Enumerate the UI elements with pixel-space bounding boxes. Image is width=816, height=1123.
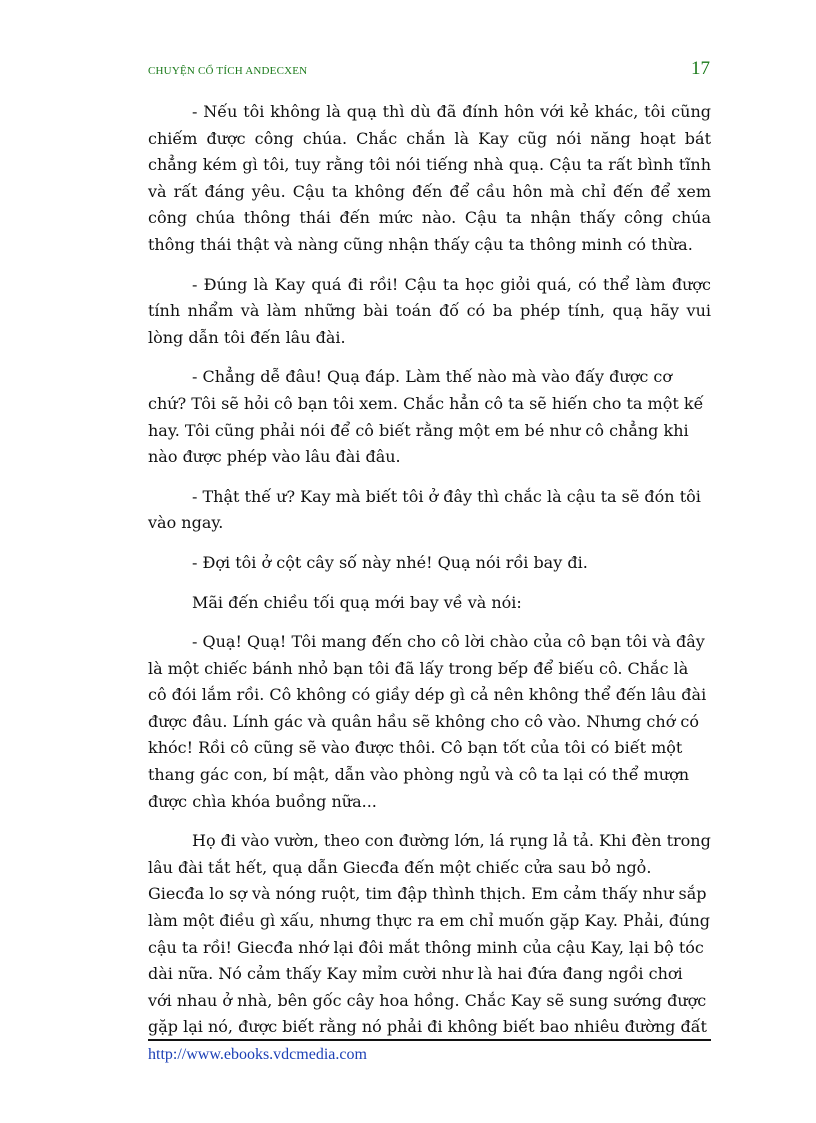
paragraph: - Đúng là Kay quá đi rồi! Cậu ta học giỏi quá, có thể làm được tính nhẩm và làm những bài toán đố có ba phép tính, quạ hãy vui lòng dẫn tôi đến lâu đài. [148, 274, 711, 347]
paragraph: - Quạ! Quạ! Tôi mang đến cho cô lời chào của cô bạn tôi và đây là một chiếc bánh nhỏ bạn tôi đã lấy trong bếp để biếu cô. Chắc là cô đói lắm rồi. Cô không có giầy dép gì cả nên không thể đến lâu đài được đâu. Lính gác và quân hầu sẽ không cho cô vào. Nhưng chớ có khóc! Rồi cô cũng sẽ vào được thôi. Cô bạn tốt của tôi có biết một thang gác con, bí mật, dẫn vào phòng ngủ và cô ta lại có thể mượn được chìa khóa buồng nữa... [148, 632, 707, 811]
paragraph: - Chẳng dễ đâu! Quạ đáp. Làm thế nào mà vào đấy được cơ chứ? Tôi sẽ hỏi cô bạn tôi xem. Chắc hẳn cô ta sẽ hiến cho ta một kế hay. Tôi cũng phải nói để cô biết rằng một em bé như cô chẳng khi nào được phép vào lâu đài đâu. [148, 367, 704, 467]
paragraph: - Đợi tôi ở cột cây số này nhé! Quạ nói rồi bay đi. [192, 552, 588, 572]
paragraph: Họ đi vào vườn, theo con đường lớn, lá rụng lả tả. Khi đèn trong lâu đài tắt hết, quạ dẫn Giecđa đến một chiếc cửa sau bỏ ngỏ. Giecđa lo sợ và nóng ruột, tim đập thình thịch. Em cảm thấy như sắp làm một điều gì xấu, nhưng thực ra em chỉ muốn gặp Kay. Phải, đúng cậu ta rồi! Giecđa nhớ lại đôi mắt thông minh của cậu Kay, lại bộ tóc dài nữa. Nó cảm thấy Kay mỉm cười như là hai đứa đang ngồi chơi với nhau ở nhà, bên gốc cây hoa hồng. Chắc Kay sẽ sung sướng được gặp lại nó, được biết rằng nó phải đi không biết bao nhiêu đường đất [148, 831, 711, 1037]
running-header-title: CHUYỆN CỔ TÍCH ANDECXEN [148, 65, 308, 77]
paragraph: - Nếu tôi không là quạ thì dù đã đính hôn với kẻ khác, tôi cũng chiếm được công chúa. Chắc chắn là Kay cũg nói năng hoạt bát chẳng kém gì tôi, tuy rằng tôi nói tiếng nhà quạ. Cậu ta rất bình tĩnh và rất đáng yêu. Cậu ta không đến để cầu hôn mà chỉ đến để xem công chúa thông thái đến mức nào. Cậu ta nhận thấy công chúa thông thái thật và nàng cũng nhận thấy cậu ta thông minh có thừa. [148, 102, 711, 254]
page-number: 17 [691, 58, 710, 79]
footer-url-link[interactable]: http://www.ebooks.vdcmedia.com [148, 1046, 367, 1063]
paragraph: - Thật thế ư? Kay mà biết tôi ở đây thì chắc là cậu ta sẽ đón tôi vào ngay. [148, 486, 701, 533]
footer-divider [148, 1039, 711, 1041]
body-text [148, 99, 711, 1054]
paragraph: Mãi đến chiều tối quạ mới bay về và nói: [192, 592, 522, 612]
